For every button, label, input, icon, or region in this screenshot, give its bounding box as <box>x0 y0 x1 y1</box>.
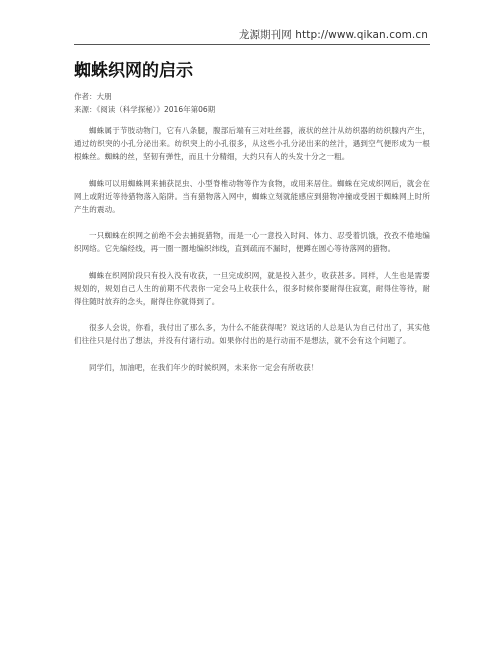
article-body <box>74 60 430 387</box>
paragraph-3: 一只蜘蛛在织网之前绝不会去捕捉猎物，而是一心一意投入时间、体力、忍受着饥饿，孜孜不倦地编织网络。它先编经线，再一圈一圈地编织纬线，直到疏而不漏时，便蹲在圆心等待落网的猎物。 <box>74 231 430 254</box>
paragraph-6: 同学们，加油吧，在我们年少的时候织网，未来你一定会有所收获！ <box>89 362 319 372</box>
article-title: 蜘蛛织网的启示 <box>74 61 193 81</box>
header-divider <box>74 44 430 45</box>
article-source: 来源：《阅读（科学探秘）》2016年第06期 <box>74 105 216 114</box>
article-author: 作者：大朋 <box>74 92 112 101</box>
paragraph-5: 很多人会说，你看，我付出了那么多，为什么不能获得呢？说这话的人总是认为自己付出了，其实他们往往只是付出了想法，并没有付诸行动。如果你付出的是行动而不是想法，就不会有这个问题了。 <box>74 323 430 346</box>
article-meta <box>74 90 430 116</box>
paragraph-2: 蜘蛛可以用蜘蛛网来捕获昆虫、小型脊椎动物等作为食物，或用来居住。蜘蛛在完成织网后，就会在网上或附近等待猎物落入陷阱。当有猎物落入网中，蜘蛛立刻就能感应到猎物冲撞或受困于蜘蛛网上时所产生的震动。 <box>74 178 430 215</box>
paragraph-1: 蜘蛛属于节肢动物门，它有八条腿，腹部后端有三对吐丝器，液状的丝汁从纺织器的纺织腺内产生，通过纺织突的小孔分泌出来。纺织突上的小孔很多，从这些小孔分泌出来的丝汁，遇到空气便形成为一根根蛛丝。蜘蛛的丝，坚韧有弹性，而且十分精细，大约只有人的头发十分之一粗。 <box>74 126 430 162</box>
header-source-line: 龙源期刊网 http://www.qikan.com.cn <box>238 29 428 41</box>
paragraph-4: 蜘蛛在织网阶段只有投入没有收获，一旦完成织网，就是投入甚少，收获甚多。同样，人生也是需要规划的，规划自己人生的前期不代表你一定会马上收获什么，很多时候你要耐得住寂寞，耐得住等待，耐得住随时放弃的念头，耐得住你就得到了。 <box>74 270 430 307</box>
